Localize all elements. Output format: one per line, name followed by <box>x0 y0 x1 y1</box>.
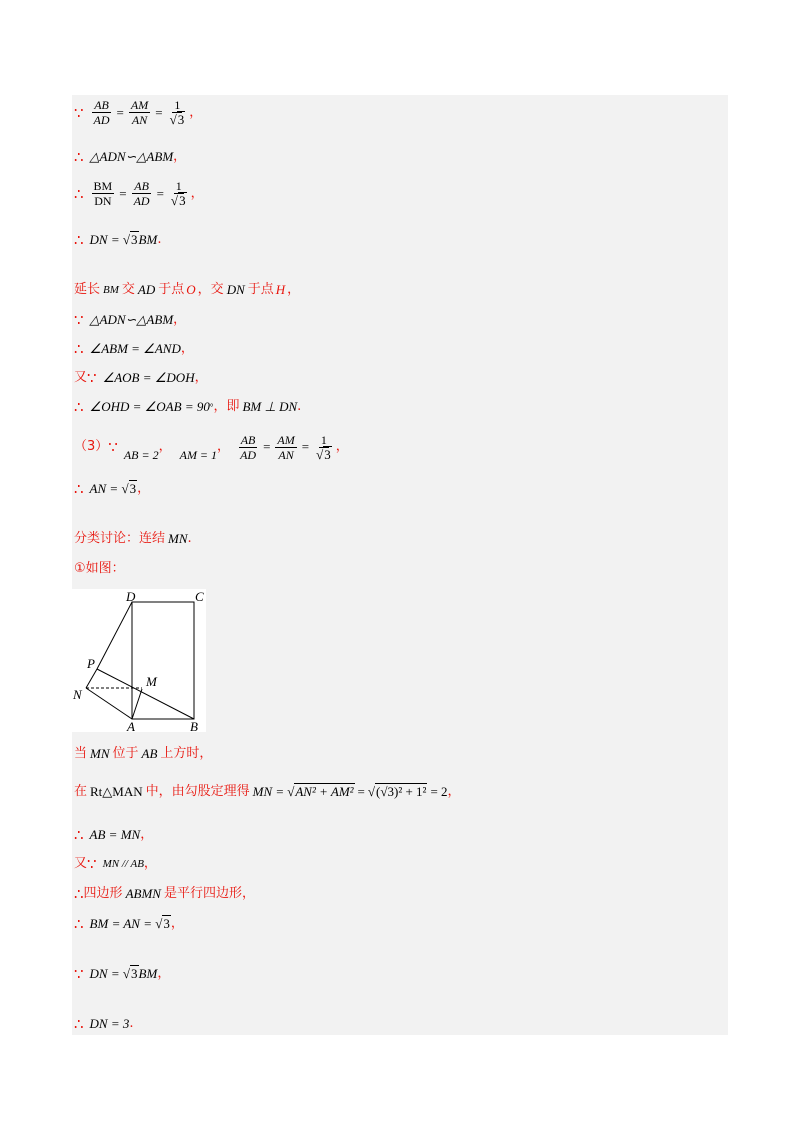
sqrt: √3 <box>169 112 185 127</box>
sqrt: √3 <box>152 916 170 931</box>
because-symbol: ∵ <box>74 103 84 122</box>
label-p: P <box>87 656 95 671</box>
fraction: $\frac{AB}{AD}$ <box>93 98 110 127</box>
solution-line-15: 在 Rt△MAN 中，由勾股定理得 MN = √AN² + AM² = √(√3)² + 1² = 2 ， <box>74 784 461 799</box>
therefore-symbol: ∴ <box>74 1015 84 1033</box>
therefore-symbol: ∴ <box>74 480 84 498</box>
sqrt: √(√3)² + 1² <box>367 784 427 799</box>
fraction: $\frac{AB}{AD}$ <box>240 432 257 462</box>
solution-line-14: 当 MN 位于 AB 上方时， <box>74 746 213 761</box>
solution-line-4: ∴ DN = √3 BM . <box>74 231 162 249</box>
solution-line-1: ∵ $\frac{AB}{AD}$ = $\frac{AM}{AN}$ = $\frac{1}{√3}$ ， <box>74 98 203 127</box>
solution-line-3: ∴ $\frac{BM}{DN}$ = $\frac{AB}{AD}$ = $\frac{1}{√3}$ ， <box>74 179 204 208</box>
solution-line-6: ∵ △ADN∽△ABM ， <box>74 311 187 329</box>
because-symbol: ∵ <box>87 855 97 873</box>
fraction: $\frac{1}{√3}$ <box>170 179 186 208</box>
fraction: $\frac{AM}{AN}$ <box>277 432 295 462</box>
label-m: M <box>146 674 157 689</box>
because-symbol: ∵ <box>87 369 97 387</box>
equals: = <box>155 104 163 120</box>
solution-line-20: ∵ DN = √3 BM ， <box>74 965 171 983</box>
label-d: D <box>126 589 136 604</box>
segment-dp <box>97 602 132 669</box>
therefore-symbol: ∴ <box>74 231 84 249</box>
math-expr: △ADN∽△ABM <box>89 149 174 164</box>
equals: = <box>116 104 124 120</box>
because-symbol: ∵ <box>74 965 84 983</box>
sqrt: √3 <box>119 232 138 247</box>
square-abcd <box>132 602 194 719</box>
sqrt: √3 <box>118 481 137 496</box>
fraction: $\frac{BM}{DN}$ <box>93 179 113 208</box>
solution-line-17: 又 ∵ MN // AB ， <box>74 855 157 873</box>
solution-line-9: ∴ ∠OHD = ∠OAB = 90 ° ，即 BM ⊥ DN . <box>74 398 302 416</box>
solution-line-2: ∴ △ADN∽△ABM ， <box>74 148 187 166</box>
solution-line-8: 又 ∵ ∠AOB = ∠DOH ， <box>74 369 208 387</box>
solution-line-12: 分类讨论：连结 MN . <box>74 531 192 546</box>
solution-line-16: ∴ AB = MN ， <box>74 826 154 844</box>
segment-am <box>132 689 142 719</box>
solution-line-11: ∴ AN = √3 ， <box>74 480 151 498</box>
segment-na <box>86 688 132 719</box>
therefore-symbol: ∴ <box>74 398 84 416</box>
geometry-figure <box>72 589 206 732</box>
solution-line-19: ∴ BM = AN = √3 ， <box>74 915 184 933</box>
because-symbol: ∵ <box>74 311 84 329</box>
fraction: $\frac{AM}{AN}$ <box>130 98 149 127</box>
fraction: $\frac{1}{√3}$ <box>169 98 185 127</box>
label-a: A <box>127 719 135 732</box>
solution-line-18: ∴ 四边形 ABMN 是平行四边形， <box>74 885 255 903</box>
label-b: B <box>190 719 198 732</box>
solution-line-10: （3） ∵ AB = 2 ， AM = 1 ， $\frac{AB}{AD}$ = $\frac{AM}{AN}$ = $\frac{1}{√3}$ ， <box>74 432 349 462</box>
sqrt: √AN² + AM² <box>287 784 354 799</box>
solution-line-21: ∴ DN = 3 . <box>74 1015 134 1033</box>
therefore-symbol: ∴ <box>74 184 84 203</box>
therefore-symbol: ∴ <box>74 826 84 844</box>
therefore-symbol: ∴ <box>74 915 84 933</box>
therefore-symbol: ∴ <box>74 340 84 358</box>
because-symbol: ∵ <box>108 438 118 456</box>
therefore-symbol: ∴ <box>74 148 84 166</box>
solution-line-5: 延长 BM 交 AD 于点 O ，交 DN 于点 H ， <box>74 282 301 297</box>
solution-line-7: ∴ ∠ABM = ∠AND ， <box>74 340 194 358</box>
geometry-diagram <box>72 589 206 732</box>
label-n: N <box>73 687 82 702</box>
solution-line-13: ①如图： <box>74 561 125 576</box>
label-c: C <box>195 589 204 604</box>
segment-pn <box>86 669 97 688</box>
therefore-symbol: ∴ <box>74 885 84 903</box>
fraction: $\frac{1}{√3}$ <box>316 432 331 462</box>
fraction: $\frac{AB}{AD}$ <box>133 179 150 208</box>
sqrt: √3 <box>119 966 138 981</box>
